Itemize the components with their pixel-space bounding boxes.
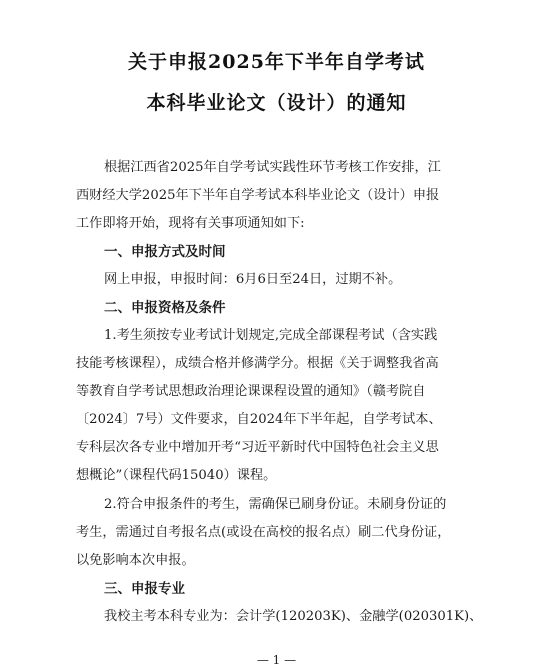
section-heading-2: 二、申报资格及条件 (104, 300, 226, 316)
section-2-item-1-line-5: 专科层次各专业中增加开考“习近平新时代中国特色社会主义思 (76, 440, 439, 455)
section-2-item-2-line-2: 考生，需通过自考报名点(或设在高校的报名点）刷二代身份证， (76, 525, 451, 540)
section-3-text: 我校主考本科专业为：会计学(120203K)、金融学(020301K)、 (104, 609, 483, 624)
section-2-item-1-line-4: 〔2024〕7号）文件要求，自2024年下半年起，自学考试本、 (76, 412, 442, 427)
document-title-line-1: 关于申报2025年下半年自学考试 (128, 51, 425, 73)
section-2-item-1-line-3: 等教育自学考试思想政治理论课课程设置的通知》（赣考院自 (76, 384, 426, 399)
section-2-item-1-line-6: 想概论”（课程代码15040）课程。 (76, 468, 277, 483)
intro-line-3: 工作即将开始，现将有关事项通知如下: (76, 216, 305, 231)
intro-line-2: 西财经大学2025年下半年自学考试本科毕业论文（设计）申报 (76, 188, 440, 203)
section-2-item-2-line-1: 2.符合申报条件的考生，需确保已刷身份证。未刷身份证的 (104, 497, 447, 512)
page-number: — 1 — (256, 653, 297, 667)
section-2-item-2-line-3: 以免影响本次申报。 (76, 553, 195, 568)
section-heading-3: 三、申报专业 (104, 581, 185, 597)
section-1-text: 网上申报，申报时间：6月6日至24日，过期不补。 (104, 272, 402, 287)
section-heading-1: 一、申报方式及时间 (104, 244, 226, 260)
intro-line-1: 根据江西省2025年自学考试实践性环节考核工作安排，江 (104, 160, 441, 175)
section-2-item-1-line-2: 技能考核课程），成绩合格并修满学分。根据《关于调整我省高 (76, 356, 439, 371)
section-2-item-1-line-1: 1.考生须按专业考试计划规定,完成全部课程考试（含实践 (104, 328, 438, 343)
document-title-line-2: 本科毕业论文（设计）的通知 (146, 92, 407, 114)
